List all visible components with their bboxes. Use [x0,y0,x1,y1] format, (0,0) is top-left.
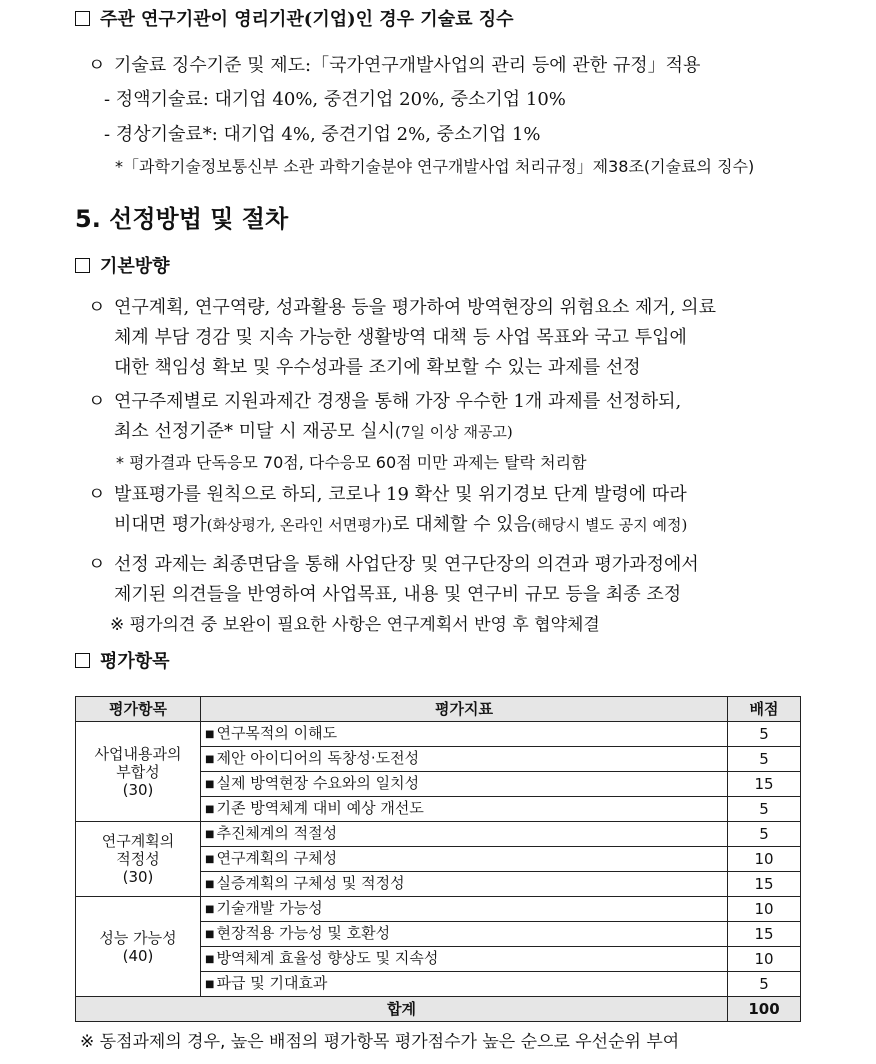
indicator-cell: ■ 실증계획의 구체성 및 적정성 [201,872,728,897]
total-label: 합계 [76,997,728,1022]
indicator-cell: ■ 현장적용 가능성 및 호환성 [201,922,728,947]
points-cell: 10 [728,847,801,872]
table-row [76,722,801,747]
points-cell: 5 [728,797,801,822]
fee-item: ㅇ 기술료 징수기준 및 제도:「국가연구개발사업의 관리 등에 관한 규정」적용 [88,55,701,76]
p1-line2: 체계 부담 경감 및 지속 가능한 생활방역 대책 등 사업 목표와 국고 투입에 [114,327,687,348]
points-cell: 10 [728,947,801,972]
evaluation-table [75,696,801,1022]
category-cell: 연구계획의 적정성 (30) [76,822,201,897]
p1-line1: ㅇ 연구계획, 연구역량, 성과활용 등을 평가하여 방역현장의 위험요소 제거, 의료 [88,297,716,318]
table-row [76,822,801,847]
square-bullet-icon: ■ [205,904,215,915]
points-cell: 5 [728,722,801,747]
points-cell: 10 [728,897,801,922]
header-indicator: 평가지표 [201,697,728,722]
indicator-cell: ■ 기존 방역체계 대비 예상 개선도 [201,797,728,822]
footer-note: ※ 동점과제의 경우, 높은 배점의 평가항목 평가점수가 높은 순으로 우선순위 부여 [80,1032,680,1052]
indicator-cell: ■ 추진체계의 적절성 [201,822,728,847]
circle-bullet-icon: ㅇ [88,55,106,76]
p3-line2: 비대면 평가(화상평가, 온라인 서면평가)로 대체할 수 있음(해당시 별도 공지 예정) [114,514,688,535]
p2-line1: ㅇ 연구주제별로 지원과제간 경쟁을 통해 가장 우수한 1개 과제를 선정하되, [88,391,682,412]
indicator-cell: ■ 제안 아이디어의 독창성·도전성 [201,747,728,772]
table-row [76,897,801,922]
circle-bullet-icon: ㅇ [88,391,106,412]
points-cell: 15 [728,872,801,897]
square-bullet-icon: ■ [205,804,215,815]
fee-heading: 주관 연구기관이 영리기관(기업)인 경우 기술료 징수 [75,8,514,32]
table-header-row [76,697,801,722]
checkbox-square-icon [75,258,90,273]
basic-heading: 기본방향 [75,255,170,279]
category-cell: 성능 가능성 (40) [76,897,201,997]
circle-bullet-icon: ㅇ [88,484,106,505]
p2-note: * 평가결과 단독응모 70점, 다수응모 60점 미만 과제는 탈락 처리함 [116,453,587,472]
points-cell: 5 [728,747,801,772]
fee-fixed: - 정액기술료: 대기업 40%, 중견기업 20%, 중소기업 10% [104,89,566,110]
indicator-cell: ■ 연구계획의 구체성 [201,847,728,872]
points-cell: 15 [728,922,801,947]
fee-royalty: - 경상기술료*: 대기업 4%, 중견기업 2%, 중소기업 1% [104,124,541,145]
p1-line3: 대한 책임성 확보 및 우수성과를 조기에 확보할 수 있는 과제를 선정 [114,357,641,378]
checkbox-square-icon [75,11,90,26]
p2-line2: 최소 선정기준* 미달 시 재공모 실시(7일 이상 재공고) [114,421,513,442]
points-cell: 15 [728,772,801,797]
indicator-cell: ■ 파급 및 기대효과 [201,972,728,997]
header-points: 배점 [728,697,801,722]
square-bullet-icon: ■ [205,779,215,790]
p3-line1: ㅇ 발표평가를 원칙으로 하되, 코로나 19 확산 및 위기경보 단계 발령에 따라 [88,484,687,505]
circle-bullet-icon: ㅇ [88,554,106,575]
square-bullet-icon: ■ [205,829,215,840]
square-bullet-icon: ■ [205,979,215,990]
p4-line1: ㅇ 선정 과제는 최종면담을 통해 사업단장 및 연구단장의 의견과 평가과정에서 [88,554,699,575]
p4-line2: 제기된 의견들을 반영하여 사업목표, 내용 및 연구비 규모 등을 최종 조정 [114,584,682,605]
total-value: 100 [728,997,801,1022]
indicator-cell: ■ 연구목적의 이해도 [201,722,728,747]
points-cell: 5 [728,822,801,847]
square-bullet-icon: ■ [205,954,215,965]
points-cell: 5 [728,972,801,997]
indicator-cell: ■ 기술개발 가능성 [201,897,728,922]
total-row [76,997,801,1022]
square-bullet-icon: ■ [205,754,215,765]
square-bullet-icon: ■ [205,854,215,865]
p4-note: ※ 평가의견 중 보완이 필요한 사항은 연구계획서 반영 후 협약체결 [110,615,600,635]
square-bullet-icon: ■ [205,879,215,890]
square-bullet-icon: ■ [205,729,215,740]
circle-bullet-icon: ㅇ [88,297,106,318]
checkbox-square-icon [75,653,90,668]
indicator-cell: ■ 방역체계 효율성 향상도 및 지속성 [201,947,728,972]
indicator-cell: ■ 실제 방역현장 수요와의 일치성 [201,772,728,797]
section-title: 5. 선정방법 및 절차 [75,205,289,233]
square-bullet-icon: ■ [205,929,215,940]
fee-note: *「과학기술정보통신부 소관 과학기술분야 연구개발사업 처리규정」제38조(기술료의 징수) [115,157,755,176]
eval-heading: 평가항목 [75,650,170,674]
category-cell: 사업내용과의 부합성 (30) [76,722,201,822]
header-category: 평가항목 [76,697,201,722]
